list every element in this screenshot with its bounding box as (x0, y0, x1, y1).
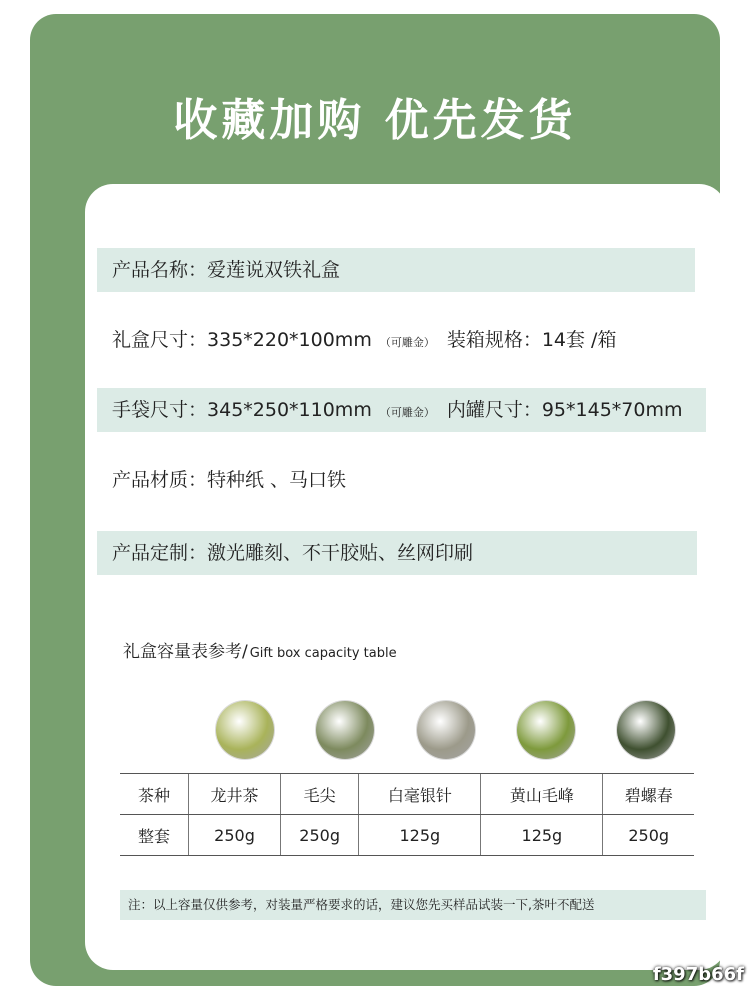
spec-label-bag-size: 手袋尺寸： (112, 399, 208, 421)
spec-label-packing: 装箱规格： (446, 329, 542, 351)
table-row-amounts (120, 815, 694, 856)
capacity-title-cn: 礼盒容量表参考/ (123, 642, 248, 662)
spec-note-bag-size: （可雕金） (379, 406, 435, 419)
spec-note-box-size: （可雕金） (379, 336, 435, 349)
capacity-note: 注：以上容量仅供参考，对装量严格要求的话，建议您先买样品试装一下,茶叶不配送 (120, 890, 706, 920)
table-row-tea-names (120, 774, 694, 815)
spec-label-material: 产品材质： (112, 469, 208, 491)
promo-headline: 收藏加购 优先发货 (173, 95, 577, 146)
tea-image-baihao-yinzhen (417, 701, 475, 759)
spec-row-bag-size (97, 388, 706, 432)
tea-image-biluochun (617, 701, 675, 759)
spec-value-packing: 14套 /箱 (541, 329, 617, 351)
tea-image-huangshan-maofeng (517, 701, 575, 759)
tea-amount-cell: 250g (603, 815, 694, 856)
spec-label-name: 产品名称： (112, 259, 208, 281)
spec-value-name: 爱莲说双铁礼盒 (207, 259, 341, 281)
spec-value-bag-size: 345*250*110mm (207, 399, 372, 421)
spec-value-material: 特种纸 、马口铁 (207, 469, 347, 491)
tea-name-cell: 黄山毛峰 (481, 774, 603, 815)
capacity-table (120, 773, 694, 856)
spec-value-can-size: 95*145*70mm (541, 399, 683, 421)
spec-card (85, 184, 727, 970)
row-header-tea-type: 茶种 (120, 774, 189, 815)
tea-name-cell: 龙井茶 (189, 774, 281, 815)
spec-label-box-size: 礼盒尺寸： (112, 329, 208, 351)
outer-green-card (30, 14, 720, 986)
spec-label-custom: 产品定制： (112, 542, 208, 564)
row-header-full-set: 整套 (120, 815, 189, 856)
spec-label-can-size: 内罐尺寸： (446, 399, 542, 421)
tea-image-longjing (216, 701, 274, 759)
capacity-table-heading (123, 637, 397, 662)
tea-image-maojian (316, 701, 374, 759)
spec-value-box-size: 335*220*100mm (207, 329, 372, 351)
capacity-title-en: Gift box capacity table (249, 646, 397, 661)
tea-amount-cell: 125g (481, 815, 603, 856)
spec-row-name (97, 248, 695, 292)
tea-amount-cell: 125g (359, 815, 481, 856)
spec-row-custom (97, 531, 697, 575)
tea-name-cell: 碧螺春 (603, 774, 694, 815)
spec-row-box-size (97, 318, 616, 362)
spec-value-custom: 激光雕刻、不干胶贴、丝网印刷 (207, 542, 474, 564)
watermark-text: f397b66f (652, 964, 744, 985)
tea-amount-cell: 250g (281, 815, 359, 856)
tea-name-cell: 毛尖 (281, 774, 359, 815)
tea-amount-cell: 250g (189, 815, 281, 856)
tea-name-cell: 白毫银针 (359, 774, 481, 815)
spec-row-material (97, 458, 346, 502)
